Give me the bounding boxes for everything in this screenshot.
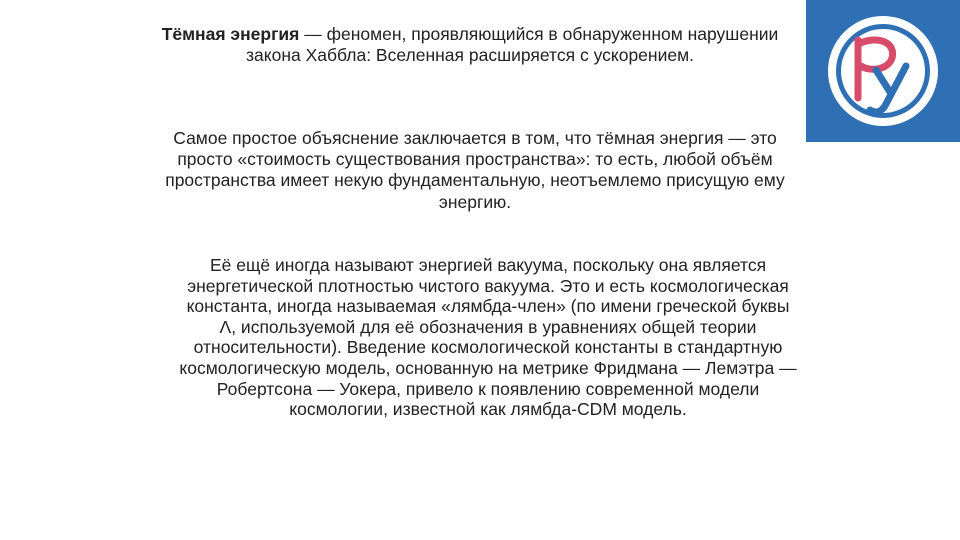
logo-panel: [806, 0, 960, 142]
paragraph-vacuum-energy: Её ещё иногда называют энергией вакуума, поскольку она является энергетической плотностью чистого вакуума. Это и есть космологическая константа, иногда называемая «лямбда-член» (по имени греческой буквы Λ, используемой для её обозначения в уравнениях общей теории относительности). Введение космологической константы в стандартную космологическую модель, основанную на метрике Фридмана — Лемэтра — Робертсона — Уокера, привело к появлению современной модели космологии, известной как лямбда-CDM модель.: [179, 255, 797, 420]
ru-logo-icon: [806, 0, 960, 142]
paragraph-definition: [150, 24, 790, 66]
definition-text: — феномен, проявляющийся в обнаруженном нарушении закона Хаббла: Вселенная расширяется с ускорением.: [246, 24, 779, 66]
term-dark-energy: Тёмная энергия: [161, 24, 300, 44]
paragraph-explanation: Самое простое объяснение заключается в том, что тёмная энергия — это просто «стоимость существования пространства»: то есть, любой объём пространства имеет некую фундаментальную, неотъемлемо присущую ему энергию.: [165, 128, 785, 212]
